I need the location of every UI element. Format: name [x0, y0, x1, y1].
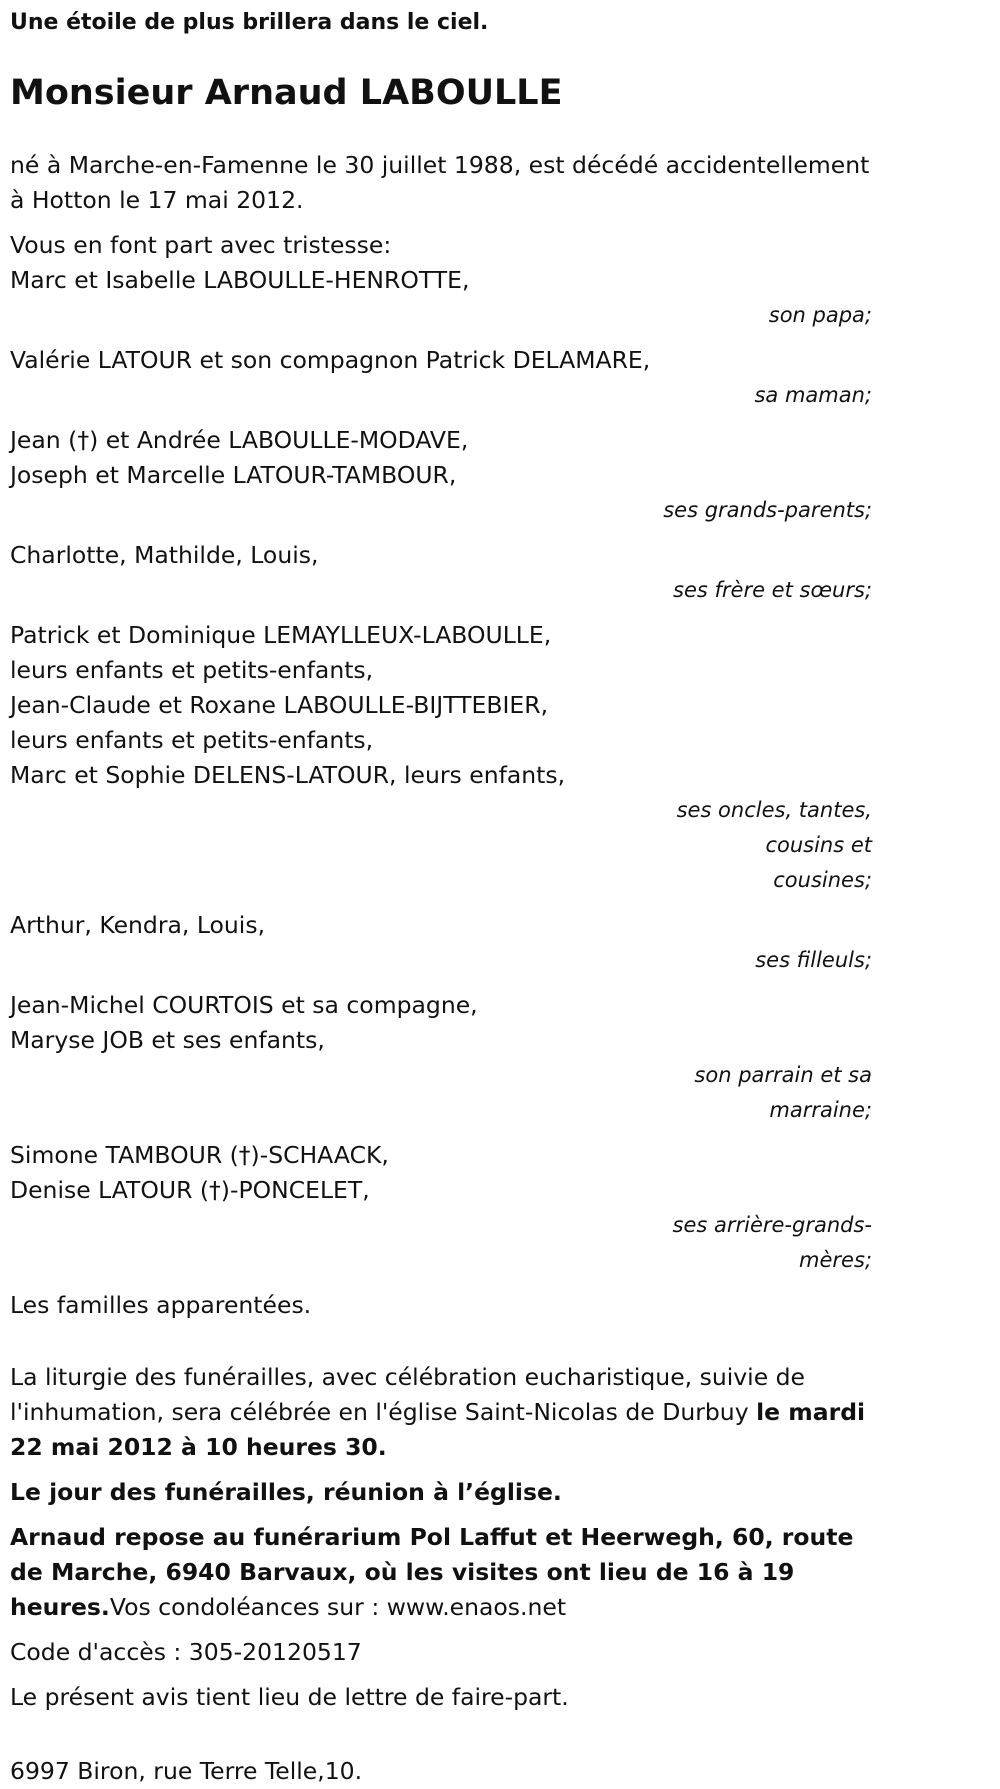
family-member-line: leurs enfants et petits-enfants,	[10, 656, 374, 684]
access-code: Code d'accès : 305-20120517	[10, 1638, 362, 1666]
obituary-notice	[10, 0, 872, 1789]
relationship-label: sa maman;	[754, 383, 872, 407]
family-group	[10, 988, 872, 1128]
family-member-line: Maryse JOB et ses enfants,	[10, 1026, 325, 1054]
family-group	[10, 618, 872, 898]
family-group	[10, 423, 872, 528]
family-group	[10, 1138, 872, 1278]
family-member-line: Jean (†) et Andrée LABOULLE-MODAVE,	[10, 426, 469, 454]
family-member-line: Jean-Claude et Roxane LABOULLE-BIJTTEBIER,	[10, 691, 549, 719]
relationship-label: ses oncles, tantes, cousins et cousines;	[676, 798, 872, 892]
family-member-line: Marc et Sophie DELENS-LATOUR, leurs enfants,	[10, 761, 566, 789]
family-member-line: Charlotte, Mathilde, Louis,	[10, 541, 319, 569]
meeting-info: Le jour des funérailles, réunion à l’église.	[10, 1478, 562, 1506]
liturgy-paragraph	[10, 1360, 872, 1465]
relationship-label: ses frère et sœurs;	[673, 578, 872, 602]
relationship-label: ses filleuls;	[755, 948, 872, 972]
family-member-line: Marc et Isabelle LABOULLE-HENROTTE,	[10, 266, 470, 294]
relationship-label: son parrain et sa marraine;	[694, 1063, 872, 1122]
repose-paragraph	[10, 1520, 872, 1625]
relationship-label: ses arrière-grands-mères;	[672, 1213, 872, 1272]
present-notice: Le présent avis tient lieu de lettre de faire-part.	[10, 1683, 569, 1711]
family-member-line: Simone TAMBOUR (†)-SCHAACK,	[10, 1141, 389, 1169]
family-list	[10, 263, 872, 1278]
announce-line: Vous en font part avec tristesse:	[10, 231, 392, 259]
family-member-line: Denise LATOUR (†)-PONCELET,	[10, 1176, 370, 1204]
family-group	[10, 538, 872, 608]
birth-line-1: né à Marche-en-Famenne le 30 juillet 1988, est décédé accidentellement	[10, 151, 870, 179]
family-member-line: Arthur, Kendra, Louis,	[10, 911, 266, 939]
family-group	[10, 263, 872, 333]
liturgy-date: le mardi 22 mai 2012 à 10 heures 30.	[10, 1398, 866, 1461]
tagline: Une étoile de plus brillera dans le ciel.	[10, 10, 489, 35]
family-member-line: Joseph et Marcelle LATOUR-TAMBOUR,	[10, 461, 457, 489]
birth-death-info	[10, 148, 872, 218]
family-member-line: Patrick et Dominique LEMAYLLEUX-LABOULLE,	[10, 621, 552, 649]
family-member-line: leurs enfants et petits-enfants,	[10, 726, 374, 754]
relationship-label: son papa;	[768, 303, 872, 327]
condolences-info: Vos condoléances sur : www.enaos.net	[109, 1593, 567, 1621]
families-line: Les familles apparentées.	[10, 1291, 312, 1319]
family-group	[10, 908, 872, 978]
family-member-line: Valérie LATOUR et son compagnon Patrick DELAMARE,	[10, 346, 651, 374]
deceased-name: Monsieur Arnaud LABOULLE	[10, 73, 563, 113]
family-group	[10, 343, 872, 413]
liturgy-text: La liturgie des funérailles, avec célébration eucharistique, suivie de l'inhumation, sera célébrée en l'église Saint-Nicolas de Durbuy	[10, 1363, 805, 1426]
repose-info: Arnaud repose au funérarium Pol Laffut et Heerwegh, 60, route de Marche, 6940 Barvaux, où les visites ont lieu de 16 à 19 heures.	[10, 1523, 854, 1621]
birth-line-2: à Hotton le 17 mai 2012.	[10, 186, 304, 214]
relationship-label: ses grands-parents;	[663, 498, 872, 522]
family-address: 6997 Biron, rue Terre Telle,10.	[10, 1757, 363, 1785]
family-member-line: Jean-Michel COURTOIS et sa compagne,	[10, 991, 478, 1019]
